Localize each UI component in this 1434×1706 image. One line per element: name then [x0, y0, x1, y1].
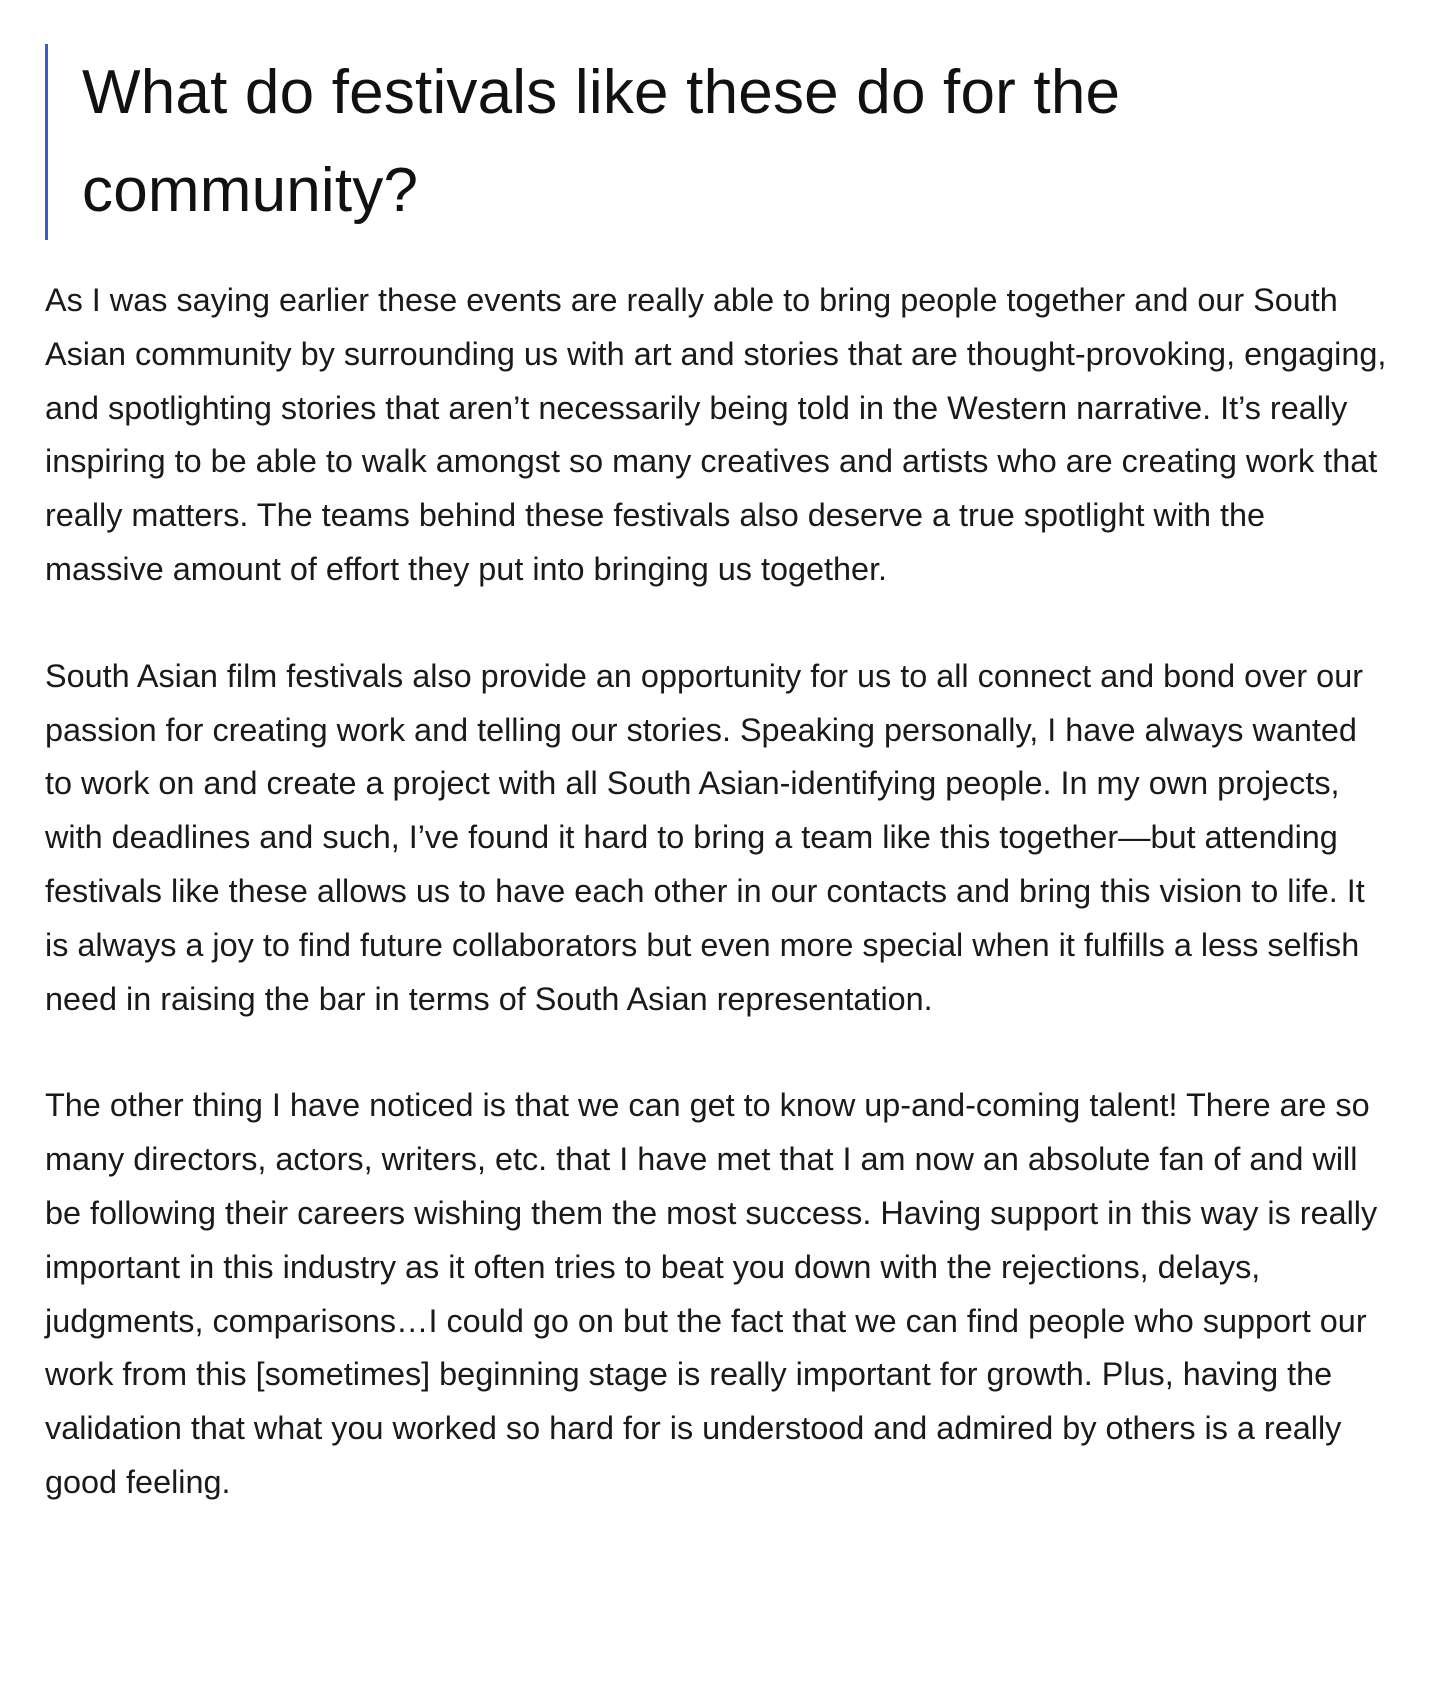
- paragraph-talent: The other thing I have noticed is that we can get to know up-and-coming talent! There are so many directors, actors, writers, etc. that I have met that I am now an absolute fan of and will be following their careers wishing them the most success. Having support in this way is really important in this industry as it often tries to beat you down with the rejections, delays, judgments, comparisons…I could go on but the fact that we can find people who support our work from this [sometimes] beginning stage is really important for growth. Plus, having the validation that what you worked so hard for is understood and admired by others is a really good feeling.: [45, 1087, 1378, 1500]
- paragraph-connect: South Asian film festivals also provide an opportunity for us to all connect and bond over our passion for creating work and telling our stories. Speaking personally, I have always wanted to work on and create a project with all South Asian-identifying people. In my own projects, with deadlines and such, I’ve found it hard to bring a team like this together—but attending festivals like these allows us to have each other in our contacts and bring this vision to life. It is always a joy to find future collaborators but even more special when it fulfills a less selfish need in raising the bar in terms of South Asian representation.: [45, 657, 1365, 1017]
- section-heading: What do festivals like these do for the community?: [82, 58, 1121, 225]
- article-body: [45, 44, 1390, 1563]
- heading-quote-block: [45, 44, 1390, 240]
- paragraph-community: As I was saying earlier these events are really able to bring people together and our South Asian community by surrounding us with art and stories that are thought-provoking, engaging, and spotlighting stories that aren’t necessarily being told in the Western narrative. It’s really inspiring to be able to walk amongst so many creatives and artists who are creating work that really matters. The teams behind these festivals also deserve a true spotlight with the massive amount of effort they put into bringing us together.: [45, 282, 1387, 587]
